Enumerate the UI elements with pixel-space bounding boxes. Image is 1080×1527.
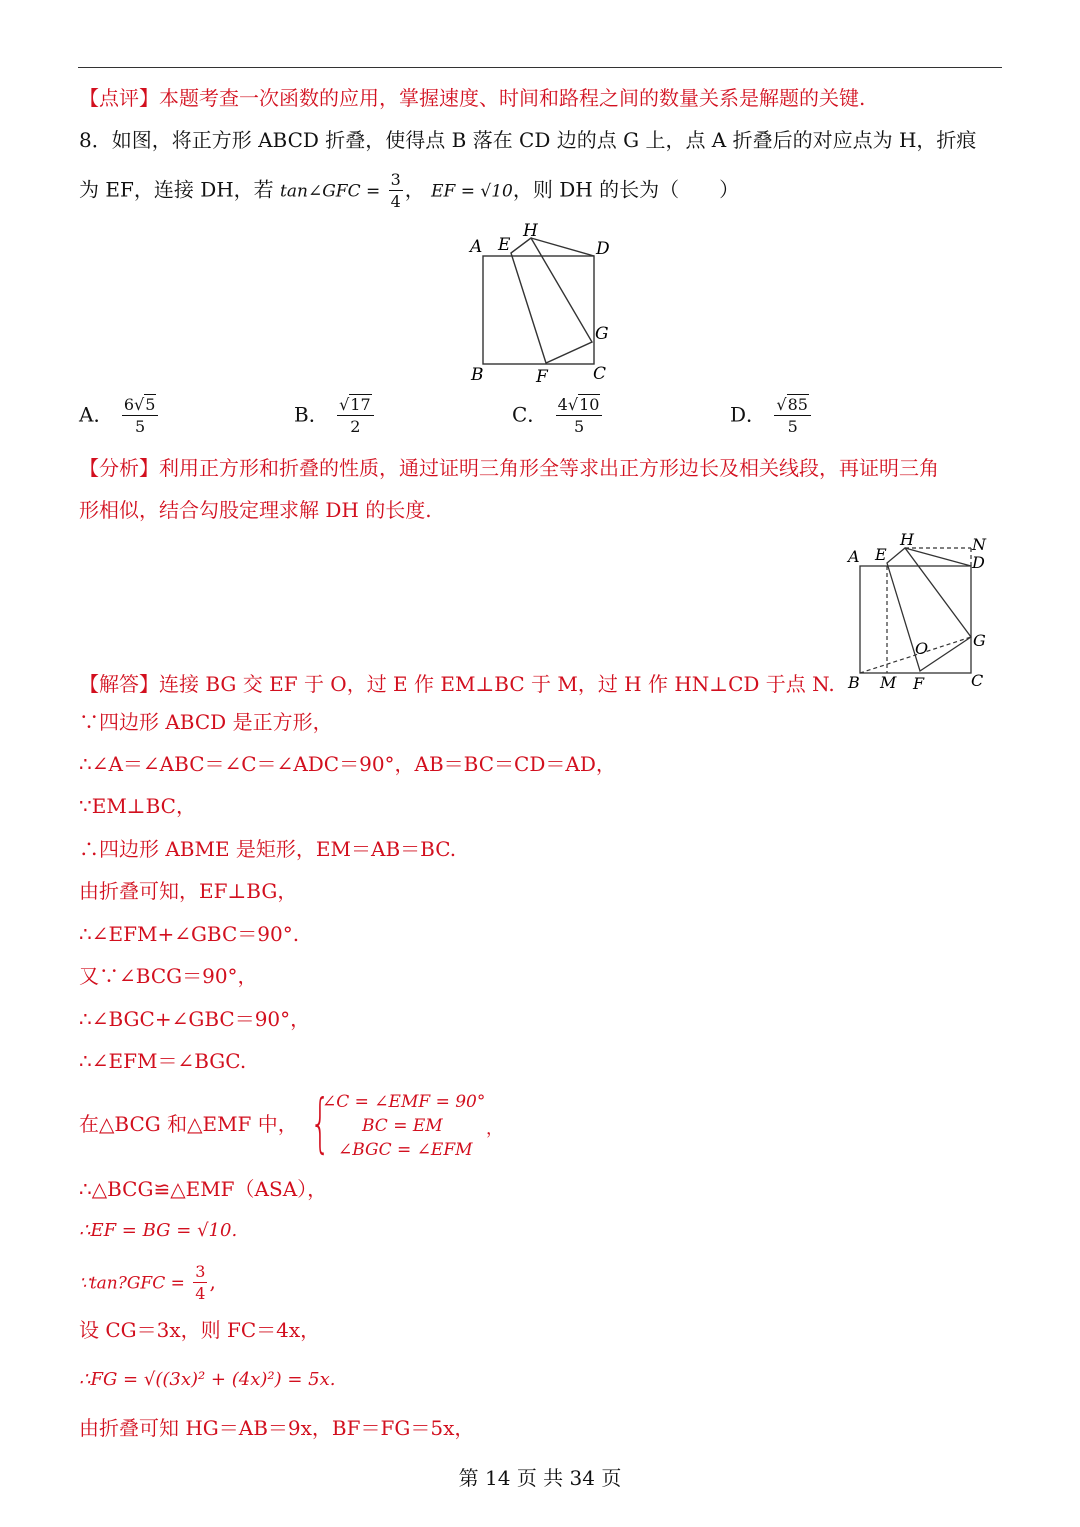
analysis-line-1: 【分析】利用正方形和折叠的性质，通过证明三角形全等求出正方形边长及相关线段，再证明三角 bbox=[79, 456, 939, 480]
solution-line-2: ∴∠A＝∠ABC＝∠C＝∠ADC＝90°，AB＝BC＝CD＝AD， bbox=[79, 752, 616, 776]
fig2-label-d: D bbox=[972, 553, 985, 572]
system-row-3: ∠BGC = ∠EFM bbox=[338, 1140, 473, 1160]
question-ef: EF = √10 bbox=[431, 181, 513, 202]
fig1-label-f: F bbox=[536, 367, 548, 387]
fig1-label-b: B bbox=[471, 365, 484, 385]
tan-fraction: $\frac{3}{4}$ bbox=[195, 1262, 206, 1303]
question-line2-a: 为 EF，连接 DH，若 bbox=[79, 177, 274, 202]
solution-line-1: ∵四边形 ABCD 是正方形， bbox=[79, 710, 333, 734]
option-a[interactable]: A． $\frac{6√5}{5}$ bbox=[79, 397, 160, 435]
solution-line-3: ∵EM⊥BC， bbox=[79, 794, 196, 818]
tan-line: ∵tan?GFC = $\frac{3}{4}$ , bbox=[79, 1262, 216, 1303]
equation-system bbox=[310, 1087, 503, 1162]
fig2-label-f: F bbox=[913, 674, 925, 693]
figure-1 bbox=[460, 220, 630, 390]
fig1-square bbox=[483, 256, 594, 364]
fig2-label-c: C bbox=[971, 671, 984, 690]
fig2-label-n: N bbox=[972, 535, 986, 554]
question-fraction: $\frac{3}{4}$ bbox=[390, 170, 401, 211]
solution-line-8: ∴∠BGC+∠GBC＝90°， bbox=[79, 1007, 311, 1031]
question-line2-c: ，则 DH 的长为（ ） bbox=[512, 177, 740, 202]
fig1-label-a: A bbox=[470, 237, 483, 257]
fig2-label-b: B bbox=[848, 673, 860, 692]
figure-2 bbox=[842, 528, 1002, 698]
congruent-line: ∴△BCG≌△EMF（ASA）， bbox=[79, 1177, 328, 1201]
fig2-label-m: M bbox=[880, 673, 897, 692]
system-row-1: ∠C = ∠EMF = 90° bbox=[322, 1092, 486, 1112]
option-b[interactable]: B． $\frac{√17}{2}$ bbox=[294, 397, 376, 435]
fig2-label-e: E bbox=[875, 545, 887, 564]
left-brace-icon: { bbox=[310, 1087, 331, 1161]
solution-label: 【解答】 bbox=[79, 672, 159, 696]
fg-line: ∴FG = √((3x)² + (4x)²) = 5x. bbox=[79, 1369, 336, 1390]
fig2-label-h: H bbox=[900, 530, 914, 549]
review-label: 【点评】 bbox=[79, 86, 159, 110]
question-tan: tan∠GFC = bbox=[280, 181, 381, 202]
fig1-label-e: E bbox=[498, 235, 511, 255]
review-line bbox=[79, 84, 865, 112]
fig1-folded-quad bbox=[511, 238, 592, 363]
analysis-label: 【分析】 bbox=[79, 456, 159, 480]
page-footer: 第 14 页 共 34 页 bbox=[458, 1466, 622, 1490]
fig2-label-a: A bbox=[848, 547, 860, 566]
solution-line-7: 又∵∠BCG＝90°， bbox=[79, 964, 258, 988]
fig1-label-d: D bbox=[596, 239, 610, 259]
solution-line-6: ∴∠EFM+∠GBC＝90°. bbox=[79, 922, 300, 946]
question-line2-b: ， bbox=[404, 177, 425, 202]
question-line-2 bbox=[79, 172, 739, 210]
fig1-label-c: C bbox=[593, 364, 607, 384]
option-d[interactable]: D． $\frac{√85}{5}$ bbox=[730, 397, 813, 435]
system-row-2: BC = EM bbox=[362, 1116, 443, 1136]
fig1-label-h: H bbox=[523, 221, 538, 241]
system-tail: ， bbox=[486, 1119, 503, 1139]
fig2-line-hd bbox=[905, 548, 971, 566]
option-c[interactable]: C． $\frac{4√10}{5}$ bbox=[512, 397, 604, 435]
solution-line-4: ∴四边形 ABME 是矩形，EM＝AB＝BC. bbox=[79, 837, 457, 861]
set-line: 设 CG＝3x，则 FC＝4x， bbox=[79, 1318, 321, 1342]
fig1-label-g: G bbox=[595, 324, 609, 344]
fig2-label-g: G bbox=[973, 631, 986, 650]
ef-bg-line: ∴EF = BG = √10. bbox=[79, 1220, 238, 1241]
analysis-line-2: 形相似，结合勾股定理求解 DH 的长度. bbox=[79, 498, 432, 522]
system-intro: 在△BCG 和△EMF 中， bbox=[79, 1112, 298, 1136]
solution-first-line: 【解答】连接 BG 交 EF 于 O，过 E 作 EM⊥BC 于 M，过 H 作 HN⊥CD 于点 N. bbox=[79, 672, 835, 696]
question-line-1: 8．如图，将正方形 ABCD 折叠，使得点 B 落在 CD 边的点 G 上，点 A 折叠后的对应点为 H，折痕 bbox=[79, 128, 977, 152]
review-text: 本题考查一次函数的应用，掌握速度、时间和路程之间的数量关系是解题的关键. bbox=[159, 86, 866, 110]
solution-line-9: ∴∠EFM＝∠BGC. bbox=[79, 1049, 247, 1073]
header-rule bbox=[78, 67, 1002, 68]
fold-line: 由折叠可知 HG＝AB＝9x，BF＝FG＝5x， bbox=[79, 1416, 475, 1440]
fig2-label-o: O bbox=[915, 639, 929, 658]
solution-line-5: 由折叠可知，EF⊥BG， bbox=[79, 879, 298, 903]
